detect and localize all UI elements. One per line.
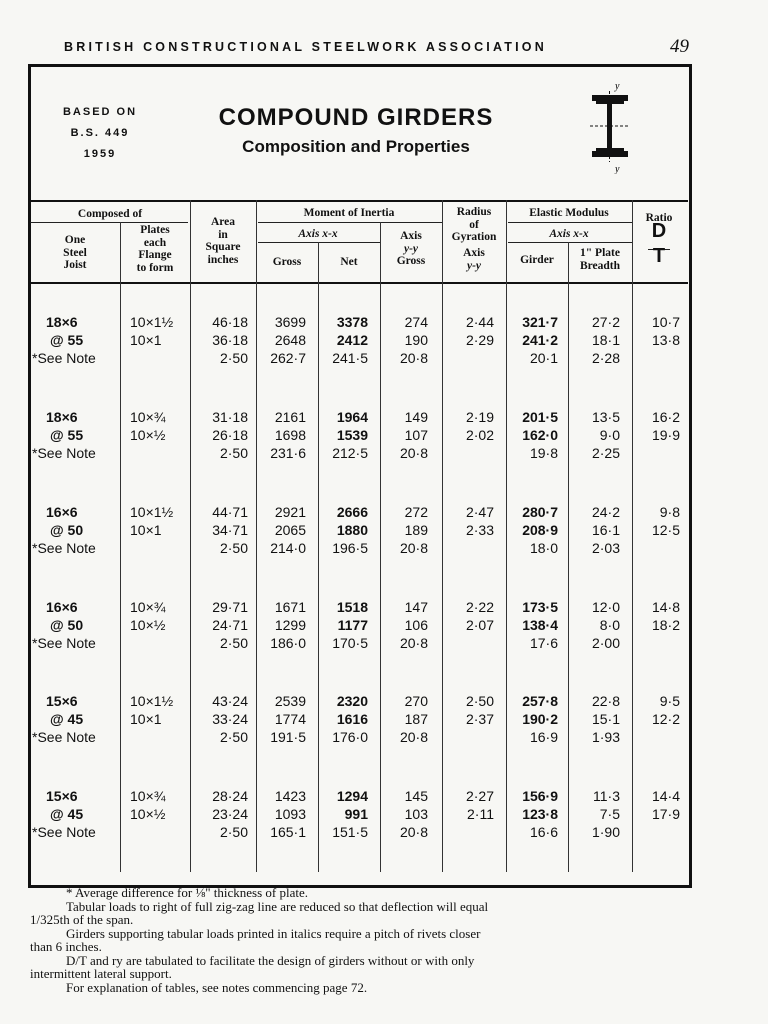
- joist-size: 16×6: [46, 504, 78, 520]
- cell-breadth: 15·1: [591, 711, 620, 727]
- cell-ratio: 14·8: [651, 599, 680, 615]
- cell-area: 46·18: [212, 314, 248, 330]
- col-rule-plates: [190, 200, 191, 872]
- standard-label: B.S. 449: [70, 127, 130, 139]
- header-top-rule: [28, 200, 688, 202]
- axis-xx-rule: [258, 242, 380, 243]
- cell-axis-yy: 103: [404, 806, 428, 822]
- cell-breadth: 11·3: [593, 788, 620, 804]
- cell-girder: 18·0: [529, 540, 558, 556]
- cell-net: 1294: [336, 788, 368, 804]
- joist-size: 18×6: [46, 409, 78, 425]
- cell-net: 3378: [336, 314, 368, 330]
- page-number: 49: [670, 36, 689, 57]
- cell-breadth: 2·28: [591, 350, 620, 366]
- cell-area: 2·50: [219, 445, 248, 461]
- cell-breadth: 7·5: [599, 806, 620, 822]
- cell-breadth: 9·0: [599, 427, 620, 443]
- cell-radius: 2·44: [465, 314, 494, 330]
- cell-gross: 3699: [274, 314, 306, 330]
- see-note: *See Note: [32, 824, 96, 840]
- cell-axis-yy: 274: [404, 314, 428, 330]
- header-axis-yy: Axis y-y Gross: [396, 230, 426, 267]
- cell-net: 1616: [336, 711, 368, 727]
- cell-ratio: 19·9: [651, 427, 680, 443]
- cell-axis-yy: 187: [404, 711, 428, 727]
- cell-girder: 173·5: [522, 599, 558, 615]
- see-note: *See Note: [32, 635, 96, 651]
- page-subtitle: Composition and Properties: [242, 137, 470, 156]
- cell-area: 31·18: [212, 409, 248, 425]
- plate-size: 10×1: [130, 522, 162, 538]
- cell-net: 1880: [336, 522, 368, 538]
- i-beam-section-icon: [588, 78, 648, 174]
- plate-size: 10×¾: [130, 788, 166, 804]
- header-radius-of-gyration: Radius of Gyration: [451, 206, 497, 243]
- footnote-8: For explanation of tables, see notes commencing page 72.: [66, 979, 368, 995]
- cell-area: 36·18: [212, 332, 248, 348]
- cell-breadth: 8·0: [599, 617, 620, 633]
- header-radius-axis: Axis y-y: [463, 247, 485, 272]
- cell-area: 23·24: [212, 806, 248, 822]
- see-note: *See Note: [32, 350, 96, 366]
- cell-radius: 2·27: [465, 788, 494, 804]
- axis-y-bottom-label: y: [615, 164, 620, 174]
- year-label: 1959: [83, 148, 117, 160]
- cell-area: 24·71: [212, 617, 248, 633]
- based-on-block: [54, 102, 146, 165]
- cell-ratio: 14·4: [651, 788, 680, 804]
- see-note: *See Note: [32, 729, 96, 745]
- cell-radius: 2·29: [465, 332, 494, 348]
- cell-breadth: 13·5: [591, 409, 620, 425]
- cell-gross: 231·6: [270, 445, 306, 461]
- cell-girder: 19·8: [529, 445, 558, 461]
- cell-area: 26·18: [212, 427, 248, 443]
- header-bottom-rule: [28, 282, 688, 284]
- cell-axis-yy: 272: [404, 504, 428, 520]
- header-net: Net: [340, 256, 358, 268]
- cell-girder: 208·9: [522, 522, 558, 538]
- cell-net: 241·5: [332, 350, 368, 366]
- footnote-1: * Average difference for ⅛" thickness of plate.: [66, 885, 308, 900]
- joist-size: 15×6: [46, 788, 78, 804]
- header-ratio-d: D: [651, 220, 667, 242]
- cell-ratio: 17·9: [651, 806, 680, 822]
- cell-radius: 2·47: [465, 504, 494, 520]
- cell-girder: 257·8: [522, 693, 558, 709]
- cell-gross: 262·7: [270, 350, 306, 366]
- cell-breadth: 1·93: [591, 729, 620, 745]
- cell-breadth: 16·1: [591, 522, 620, 538]
- cell-ratio: 9·5: [659, 693, 680, 709]
- header-steel-joist: One Steel Joist: [63, 234, 87, 271]
- see-note: *See Note: [32, 540, 96, 556]
- em-axis-rule: [508, 242, 632, 243]
- cell-axis-yy: 145: [404, 788, 428, 804]
- col-rule-joist: [120, 222, 121, 872]
- cell-girder: 138·4: [522, 617, 558, 633]
- col-rule-area: [256, 200, 257, 872]
- cell-radius: 2·50: [465, 693, 494, 709]
- cell-gross: 2065: [274, 522, 306, 538]
- col-rule-breadth: [632, 200, 633, 872]
- cell-net: 991: [344, 806, 368, 822]
- cell-gross: 186·0: [270, 635, 306, 651]
- cell-breadth: 12·0: [591, 599, 620, 615]
- footnote-3: 1/325th of the span.: [30, 912, 134, 927]
- cell-area: 43·24: [212, 693, 248, 709]
- cell-area: 28·24: [212, 788, 248, 804]
- cell-gross: 1774: [274, 711, 306, 727]
- header-ratio-t: T: [652, 245, 666, 267]
- cell-gross: 1093: [274, 806, 306, 822]
- header-em-axis: Axis x-x: [549, 228, 589, 240]
- footnote-7: intermittent lateral support.: [30, 966, 172, 981]
- cell-breadth: 2·00: [591, 635, 620, 651]
- cell-net: 170·5: [332, 635, 368, 651]
- joist-weight: @ 55: [50, 427, 84, 443]
- cell-gross: 1671: [274, 599, 306, 615]
- cell-girder: 201·5: [522, 409, 558, 425]
- cell-radius: 2·07: [465, 617, 494, 633]
- cell-radius: 2·33: [465, 522, 494, 538]
- footnote-4: Girders supporting tabular loads printed in italics require a pitch of rivets closer: [66, 925, 481, 941]
- cell-girder: 16·9: [529, 729, 558, 745]
- cell-breadth: 22·8: [591, 693, 620, 709]
- cell-axis-yy: 20·8: [399, 824, 428, 840]
- joist-weight: @ 45: [50, 806, 84, 822]
- footnote-2: Tabular loads to right of full zig-zag line are reduced so that deflection will equal: [66, 898, 489, 914]
- running-header: BRITISH CONSTRUCTIONAL STEELWORK ASSOCIATION: [64, 40, 547, 54]
- header-composed-of: Composed of: [77, 208, 143, 220]
- cell-ratio: 16·2: [651, 409, 680, 425]
- cell-ratio: 12·5: [651, 522, 680, 538]
- plate-size: 10×1: [130, 711, 162, 727]
- cell-breadth: 18·1: [591, 332, 620, 348]
- plate-size: 10×1½: [130, 314, 174, 330]
- page-title: COMPOUND GIRDERS: [218, 104, 494, 131]
- header-gross: Gross: [272, 256, 302, 268]
- cell-radius: 2·11: [467, 806, 494, 822]
- cell-axis-yy: 20·8: [399, 540, 428, 556]
- cell-net: 2320: [336, 693, 368, 709]
- joist-size: 16×6: [46, 599, 78, 615]
- cell-gross: 191·5: [270, 729, 306, 745]
- joist-size: 15×6: [46, 693, 78, 709]
- col-rule-net: [380, 222, 381, 872]
- cell-ratio: 12·2: [651, 711, 680, 727]
- header-elastic-modulus: Elastic Modulus: [529, 207, 609, 219]
- cell-axis-yy: 20·8: [399, 445, 428, 461]
- header-moment-of-inertia: Moment of Inertia: [303, 207, 395, 219]
- cell-axis-yy: 20·8: [399, 350, 428, 366]
- cell-net: 196·5: [332, 540, 368, 556]
- cell-axis-yy: 20·8: [399, 635, 428, 651]
- axis-y-top-label: y: [615, 81, 620, 92]
- cell-area: 2·50: [219, 350, 248, 366]
- cell-ratio: 9·8: [659, 504, 680, 520]
- cell-ratio: 18·2: [651, 617, 680, 633]
- joist-weight: @ 50: [50, 617, 84, 633]
- cell-net: 1964: [336, 409, 368, 425]
- cell-girder: 241·2: [522, 332, 558, 348]
- cell-ratio: 10·7: [651, 314, 680, 330]
- joist-weight: @ 55: [50, 332, 84, 348]
- col-rule-radius: [506, 200, 507, 872]
- plate-size: 10×1½: [130, 693, 174, 709]
- cell-net: 176·0: [332, 729, 368, 745]
- cell-area: 2·50: [219, 824, 248, 840]
- plate-size: 10×1: [130, 332, 162, 348]
- cell-gross: 1698: [274, 427, 306, 443]
- cell-axis-yy: 189: [404, 522, 428, 538]
- footnote-6: D/T and ry are tabulated to facilitate the design of girders without or with only: [66, 952, 475, 968]
- cell-radius: 2·19: [465, 409, 494, 425]
- cell-axis-yy: 20·8: [399, 729, 428, 745]
- cell-radius: 2·22: [465, 599, 494, 615]
- cell-gross: 2648: [274, 332, 306, 348]
- cell-gross: 214·0: [270, 540, 306, 556]
- cell-axis-yy: 190: [404, 332, 428, 348]
- plate-size: 10×½: [130, 806, 166, 822]
- cell-girder: 280·7: [522, 504, 558, 520]
- cell-axis-yy: 149: [404, 409, 428, 425]
- header-plates: Plates each Flange to form: [136, 224, 174, 274]
- footnotes: [30, 886, 710, 994]
- cell-breadth: 27·2: [591, 314, 620, 330]
- header-area: Area in Square inches: [205, 216, 241, 266]
- cell-net: 2666: [336, 504, 368, 520]
- cell-area: 2·50: [219, 729, 248, 745]
- cell-girder: 17·6: [529, 635, 558, 651]
- cell-area: 2·50: [219, 635, 248, 651]
- cell-area: 33·24: [212, 711, 248, 727]
- header-ratio: Ratio: [645, 212, 673, 224]
- cell-area: 44·71: [212, 504, 248, 520]
- cell-net: 1518: [336, 599, 368, 615]
- plate-size: 10×¾: [130, 409, 166, 425]
- cell-breadth: 24·2: [591, 504, 620, 520]
- plate-size: 10×½: [130, 427, 166, 443]
- cell-gross: 1423: [274, 788, 306, 804]
- cell-breadth: 2·25: [591, 445, 620, 461]
- col-rule-gross: [318, 242, 319, 872]
- cell-girder: 190·2: [522, 711, 558, 727]
- footnote-5: than 6 inches.: [30, 939, 102, 954]
- cell-axis-yy: 106: [404, 617, 428, 633]
- cell-girder: 162·0: [522, 427, 558, 443]
- see-note: *See Note: [32, 445, 96, 461]
- cell-axis-yy: 147: [404, 599, 428, 615]
- cell-breadth: 2·03: [591, 540, 620, 556]
- cell-net: 151·5: [332, 824, 368, 840]
- cell-axis-yy: 270: [404, 693, 428, 709]
- cell-net: 2412: [336, 332, 368, 348]
- cell-breadth: 1·90: [591, 824, 620, 840]
- cell-net: 1177: [337, 617, 368, 633]
- joist-weight: @ 50: [50, 522, 84, 538]
- joist-size: 18×6: [46, 314, 78, 330]
- cell-girder: 156·9: [522, 788, 558, 804]
- header-axis-xx: Axis x-x: [298, 228, 338, 240]
- cell-axis-yy: 107: [404, 427, 428, 443]
- cell-area: 34·71: [212, 522, 248, 538]
- cell-net: 212·5: [332, 445, 368, 461]
- cell-area: 2·50: [219, 540, 248, 556]
- composed-rule: [30, 222, 188, 223]
- plate-size: 10×1½: [130, 504, 174, 520]
- plate-size: 10×¾: [130, 599, 166, 615]
- header-girder: Girder: [520, 254, 554, 266]
- col-rule-girder: [568, 242, 569, 872]
- based-on-label: BASED ON: [62, 106, 138, 118]
- plate-size: 10×½: [130, 617, 166, 633]
- cell-net: 1539: [336, 427, 368, 443]
- cell-girder: 321·7: [522, 314, 558, 330]
- cell-girder: 20·1: [529, 350, 558, 366]
- modulus-rule: [508, 222, 632, 223]
- col-rule-axis-yy: [442, 200, 443, 872]
- cell-gross: 2921: [274, 504, 306, 520]
- cell-radius: 2·37: [465, 711, 494, 727]
- header-plate-breadth: 1" Plate Breadth: [579, 247, 621, 272]
- cell-area: 29·71: [212, 599, 248, 615]
- cell-gross: 2161: [274, 409, 306, 425]
- joist-weight: @ 45: [50, 711, 84, 727]
- cell-gross: 2539: [274, 693, 306, 709]
- cell-girder: 123·8: [522, 806, 558, 822]
- cell-ratio: 13·8: [651, 332, 680, 348]
- cell-radius: 2·02: [465, 427, 494, 443]
- table-frame: [28, 64, 692, 888]
- cell-gross: 165·1: [270, 824, 306, 840]
- cell-gross: 1299: [274, 617, 306, 633]
- inertia-rule: [258, 222, 442, 223]
- cell-girder: 16·6: [529, 824, 558, 840]
